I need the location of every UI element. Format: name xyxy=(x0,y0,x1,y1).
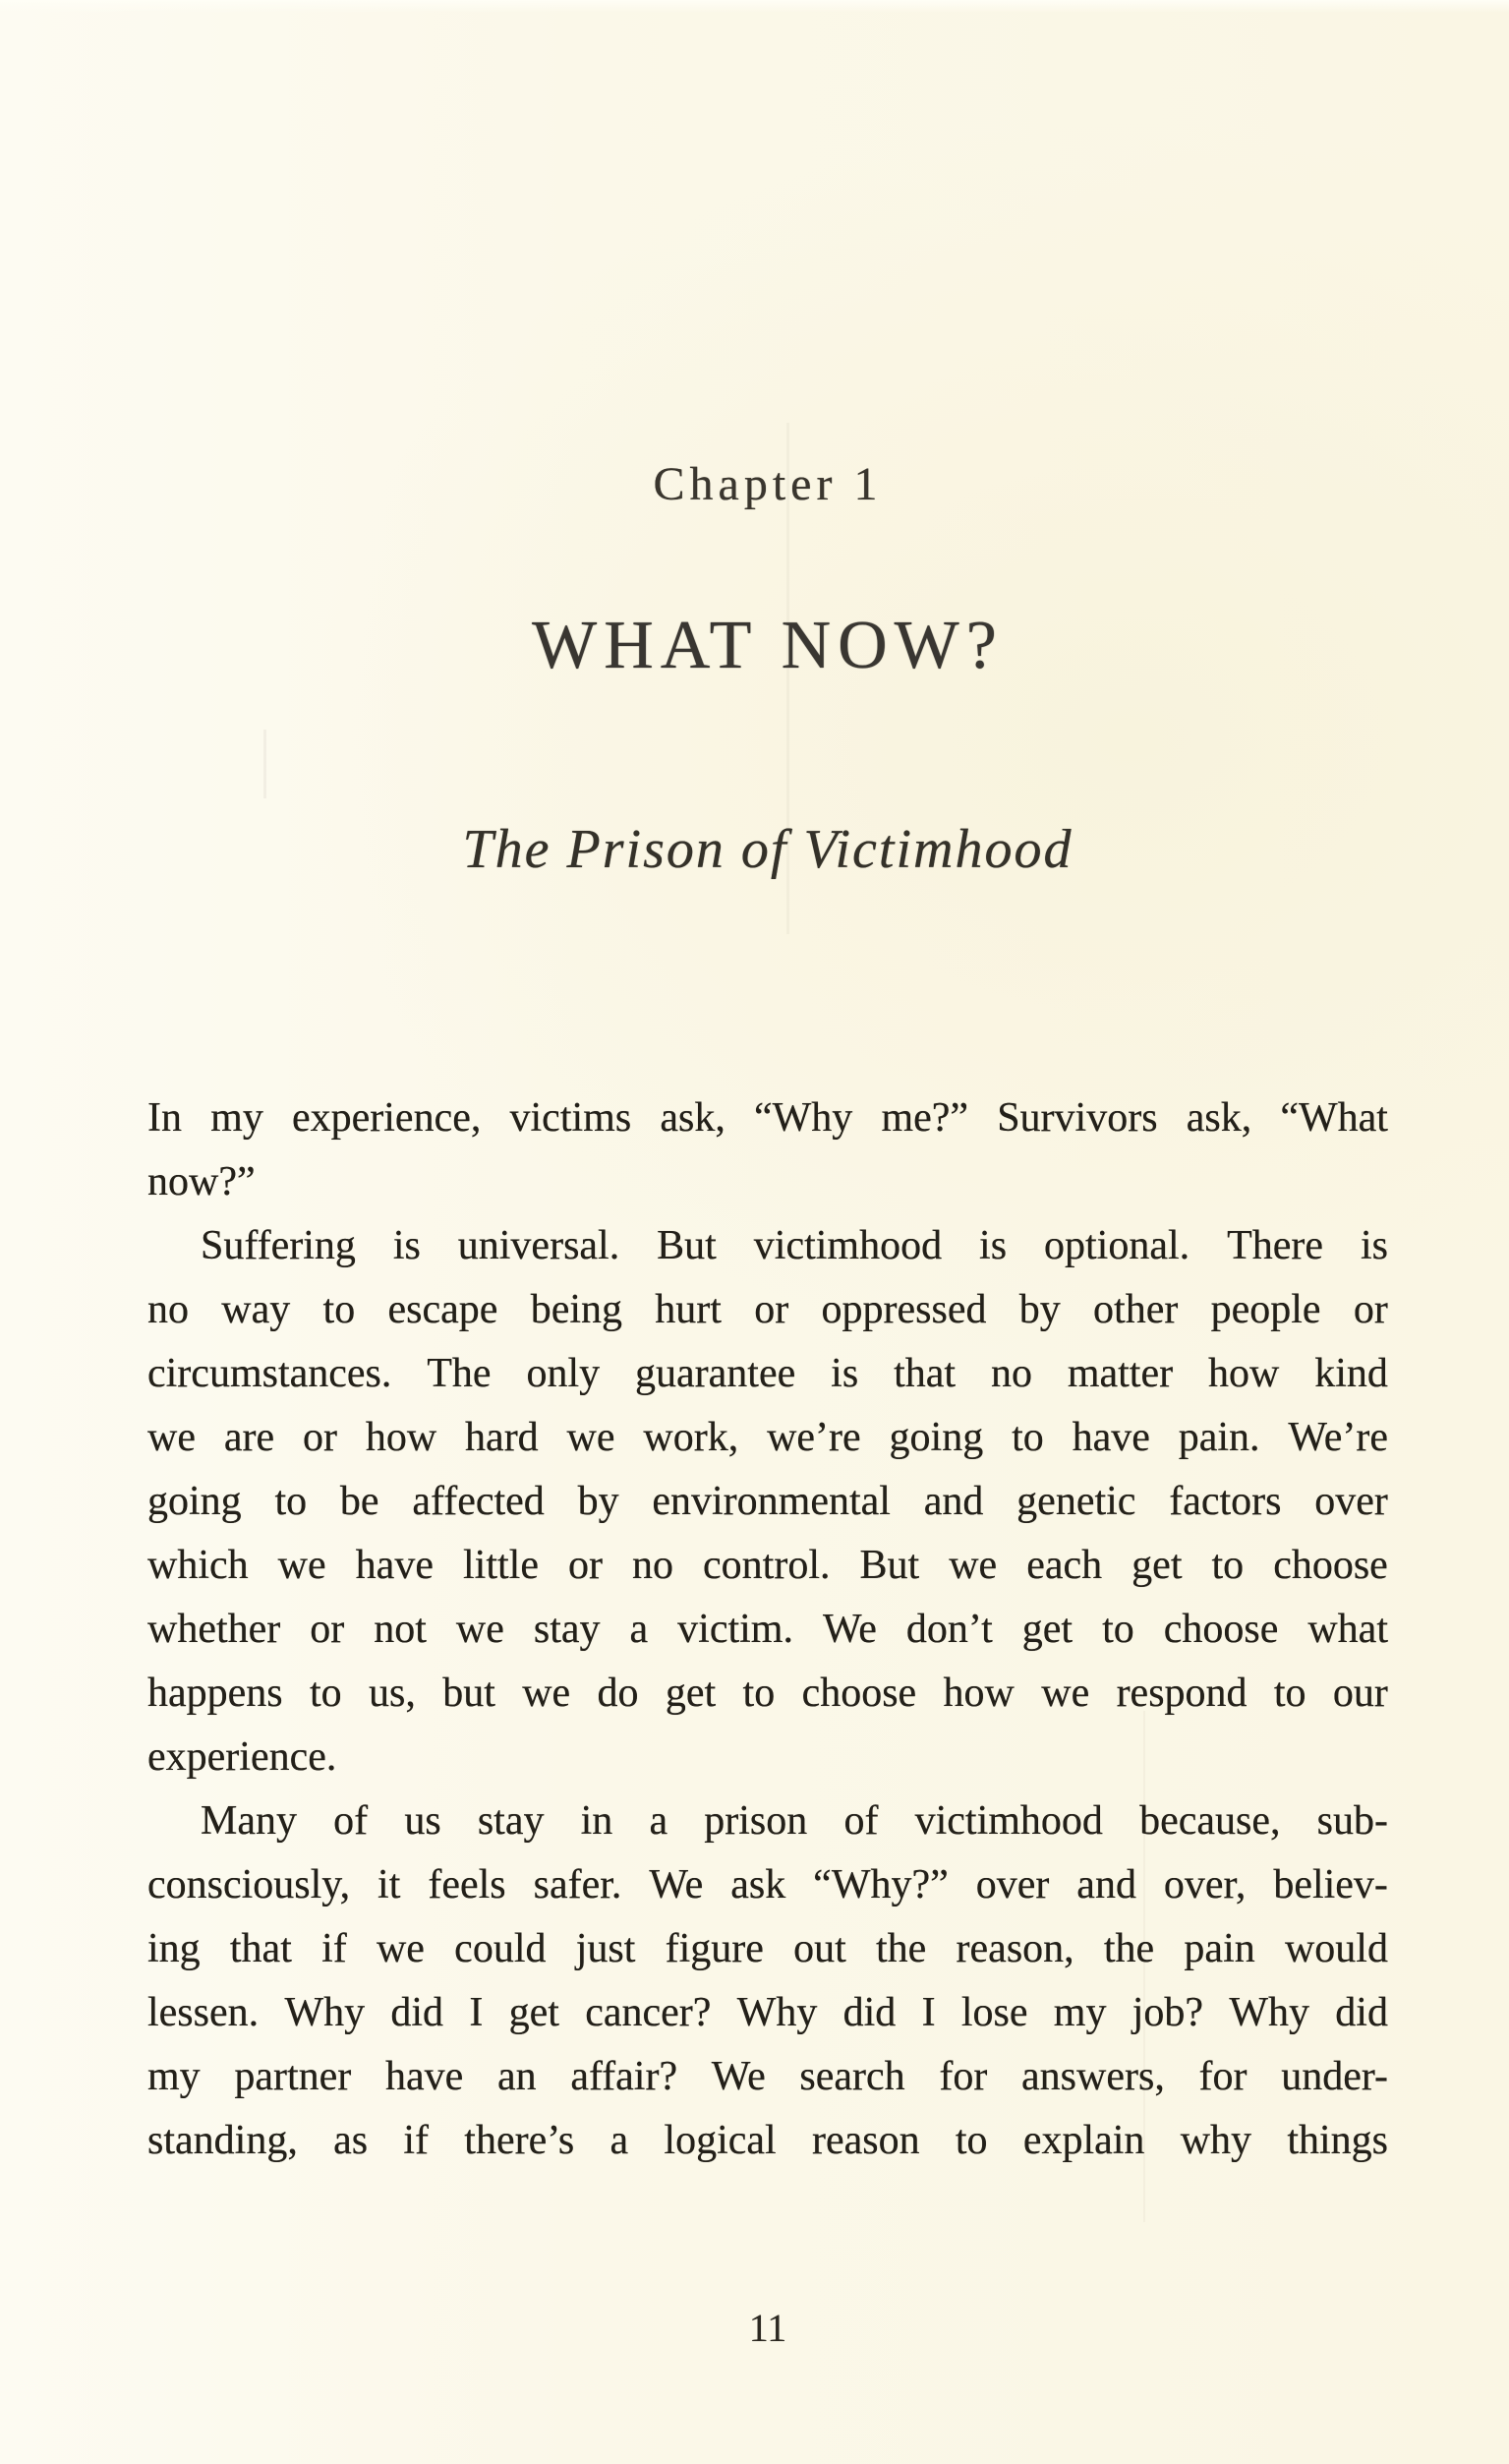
text-line xyxy=(147,1662,1388,1726)
word: by xyxy=(1018,1287,1061,1332)
word: by xyxy=(577,1479,619,1524)
text-line xyxy=(147,1086,1388,1150)
word: “Why?” xyxy=(813,1862,949,1907)
word: consciously, xyxy=(147,1862,351,1907)
text-line xyxy=(147,1470,1388,1534)
word: or xyxy=(568,1543,603,1588)
word: believ- xyxy=(1273,1862,1388,1907)
word: we xyxy=(522,1671,571,1716)
text-line: now?” xyxy=(147,1159,256,1204)
word: that xyxy=(894,1351,957,1396)
word: if xyxy=(403,2118,430,2163)
scan-artifact xyxy=(263,730,266,798)
word: over, xyxy=(1163,1862,1247,1907)
word: work, xyxy=(643,1415,739,1460)
word: my xyxy=(1053,1990,1107,2035)
word: stay xyxy=(533,1607,601,1652)
word: get xyxy=(508,1990,559,2035)
word: experience, xyxy=(291,1095,482,1141)
chapter-label: Chapter 1 xyxy=(653,458,883,510)
word: ing xyxy=(147,1926,201,1971)
word: or xyxy=(754,1287,789,1332)
word: sub- xyxy=(1316,1798,1388,1844)
word: or xyxy=(302,1415,337,1460)
word: to xyxy=(309,1671,342,1716)
word: get xyxy=(1021,1607,1074,1652)
word: But xyxy=(657,1223,717,1268)
word: feels xyxy=(428,1862,506,1907)
word: Many xyxy=(201,1798,297,1844)
word: circumstances. xyxy=(147,1351,392,1396)
word: to xyxy=(1273,1671,1306,1716)
word: for xyxy=(939,2054,988,2099)
text-line xyxy=(147,2045,1388,2109)
word: stay xyxy=(477,1798,545,1844)
word: universal. xyxy=(457,1223,620,1268)
word: happens xyxy=(147,1671,283,1716)
word: it xyxy=(377,1862,401,1907)
word: guarantee xyxy=(635,1351,796,1396)
word: The xyxy=(427,1351,492,1396)
word: our xyxy=(1332,1671,1388,1716)
word: pain. xyxy=(1178,1415,1260,1460)
word: We xyxy=(711,2054,766,2099)
word: little xyxy=(462,1543,539,1588)
word: escape xyxy=(387,1287,498,1332)
word: out xyxy=(793,1926,846,1971)
word: did xyxy=(390,1990,444,2035)
word: over xyxy=(975,1862,1050,1907)
word: we xyxy=(1041,1671,1090,1716)
word: victimhood xyxy=(753,1223,943,1268)
word: Suffering xyxy=(201,1223,356,1268)
word: control. xyxy=(703,1543,831,1588)
word: the xyxy=(1103,1926,1155,1971)
word: to xyxy=(1102,1607,1134,1652)
page-title: WHAT NOW? xyxy=(532,608,1004,683)
word: affected xyxy=(412,1479,545,1524)
word: of xyxy=(843,1798,879,1844)
page-number: 11 xyxy=(748,2306,787,2350)
word: as xyxy=(333,2118,369,2163)
word: factors xyxy=(1169,1479,1282,1524)
word: people xyxy=(1210,1287,1321,1332)
word: do xyxy=(597,1671,639,1716)
word: there’s xyxy=(464,2118,575,2163)
word: Why xyxy=(736,1990,818,2035)
word: standing, xyxy=(147,2118,298,2163)
word: did xyxy=(1335,1990,1388,2035)
word: We xyxy=(822,1607,877,1652)
word: or xyxy=(310,1607,345,1652)
word: be xyxy=(339,1479,379,1524)
word: In xyxy=(147,1095,182,1141)
word: of xyxy=(333,1798,369,1844)
word: we xyxy=(376,1926,425,1971)
word: search xyxy=(799,2054,905,2099)
word: safer. xyxy=(533,1862,622,1907)
word: how xyxy=(943,1671,1015,1716)
word: I xyxy=(469,1990,484,2035)
word: We xyxy=(649,1862,704,1907)
text-line xyxy=(147,1406,1388,1470)
word: other xyxy=(1093,1287,1179,1332)
word: is xyxy=(392,1223,421,1268)
word: and xyxy=(923,1479,984,1524)
word: But xyxy=(859,1543,920,1588)
word: what xyxy=(1307,1607,1388,1652)
word: optional. xyxy=(1044,1223,1190,1268)
word: We’re xyxy=(1288,1415,1388,1460)
word: under- xyxy=(1281,2054,1388,2099)
word: no xyxy=(632,1543,674,1588)
word: figure xyxy=(665,1926,764,1971)
word: is xyxy=(831,1351,859,1396)
word: way xyxy=(221,1287,291,1332)
word: partner xyxy=(234,2054,352,2099)
word: kind xyxy=(1314,1351,1388,1396)
page-subtitle: The Prison of Victimhood xyxy=(462,819,1074,880)
word: genetic xyxy=(1016,1479,1136,1524)
text-line xyxy=(147,1278,1388,1342)
word: us, xyxy=(369,1671,416,1716)
word: logical xyxy=(664,2118,777,2163)
word: we xyxy=(455,1607,504,1652)
scan-edge-top xyxy=(0,0,1509,13)
word: my xyxy=(210,1095,263,1141)
word: There xyxy=(1227,1223,1324,1268)
word: not xyxy=(374,1607,427,1652)
word: how xyxy=(1208,1351,1280,1396)
word: hurt xyxy=(655,1287,722,1332)
text-line xyxy=(147,1342,1388,1406)
word: pain xyxy=(1184,1926,1255,1971)
text-line xyxy=(147,2109,1388,2173)
text-line: experience. xyxy=(147,1734,337,1780)
word: lessen. xyxy=(147,1990,260,2035)
word: a xyxy=(609,2118,629,2163)
word: for xyxy=(1198,2054,1248,2099)
word: ask, xyxy=(1186,1095,1252,1141)
word: did xyxy=(842,1990,897,2035)
word: which xyxy=(147,1543,249,1588)
word: environmental xyxy=(652,1479,891,1524)
word: Survivors xyxy=(997,1095,1158,1141)
word: the xyxy=(876,1926,927,1971)
word: in xyxy=(580,1798,613,1844)
word: why xyxy=(1180,2118,1252,2163)
word: “What xyxy=(1280,1095,1388,1141)
word: my xyxy=(147,2054,201,2099)
word: job? xyxy=(1132,1990,1204,2035)
word: if xyxy=(321,1926,347,1971)
word: prison xyxy=(704,1798,808,1844)
word: just xyxy=(575,1926,636,1971)
word: and xyxy=(1076,1862,1136,1907)
word: have xyxy=(384,2054,464,2099)
word: explain xyxy=(1022,2118,1145,2163)
word: don’t xyxy=(905,1607,993,1652)
word: we xyxy=(147,1415,196,1460)
word: matter xyxy=(1067,1351,1174,1396)
word: ask xyxy=(730,1862,786,1907)
word: whether xyxy=(147,1607,281,1652)
word: Why xyxy=(284,1990,366,2035)
word: affair? xyxy=(570,2054,678,2099)
word: would xyxy=(1284,1926,1388,1971)
word: get xyxy=(665,1671,717,1716)
word: to xyxy=(955,2118,988,2163)
word: going xyxy=(147,1479,242,1524)
word: going xyxy=(889,1415,984,1460)
word: only xyxy=(526,1351,601,1396)
word: me?” xyxy=(881,1095,969,1141)
word: respond xyxy=(1116,1671,1248,1716)
word: we xyxy=(566,1415,615,1460)
word: choose xyxy=(1273,1543,1388,1588)
word: could xyxy=(454,1926,547,1971)
word: that xyxy=(229,1926,292,1971)
word: are xyxy=(223,1415,275,1460)
word: I xyxy=(921,1990,936,2035)
text-line xyxy=(147,1981,1388,2045)
word: to xyxy=(322,1287,356,1332)
text-line xyxy=(147,1917,1388,1981)
word: how xyxy=(365,1415,437,1460)
word: have xyxy=(355,1543,434,1588)
text-line xyxy=(147,1789,1388,1853)
word: but xyxy=(442,1671,495,1716)
word: each xyxy=(1026,1543,1103,1588)
text-line xyxy=(147,1598,1388,1662)
word: ask, xyxy=(660,1095,725,1141)
word: “Why xyxy=(754,1095,853,1141)
word: to xyxy=(742,1671,776,1716)
word: is xyxy=(1360,1223,1388,1268)
word: we xyxy=(949,1543,998,1588)
word: a xyxy=(629,1607,649,1652)
word: to xyxy=(1211,1543,1245,1588)
word: lose xyxy=(960,1990,1028,2035)
text-line xyxy=(147,1214,1388,1278)
word: to xyxy=(1012,1415,1044,1460)
word: because, xyxy=(1139,1798,1281,1844)
word: choose xyxy=(1163,1607,1279,1652)
word: reason xyxy=(811,2118,920,2163)
word: no xyxy=(990,1351,1032,1396)
word: over xyxy=(1314,1479,1388,1524)
text-line xyxy=(147,1853,1388,1917)
word: is xyxy=(979,1223,1008,1268)
word: Why xyxy=(1229,1990,1309,2035)
word: being xyxy=(530,1287,623,1332)
word: victims xyxy=(509,1095,632,1141)
word: us xyxy=(404,1798,441,1844)
word: answers, xyxy=(1021,2054,1165,2099)
word: an xyxy=(496,2054,537,2099)
word: hard xyxy=(465,1415,539,1460)
word: a xyxy=(649,1798,668,1844)
word: we’re xyxy=(767,1415,861,1460)
word: things xyxy=(1287,2118,1388,2163)
word: victim. xyxy=(677,1607,793,1652)
text-line xyxy=(147,1534,1388,1598)
word: have xyxy=(1072,1415,1150,1460)
word: reason, xyxy=(956,1926,1074,1971)
word: cancer? xyxy=(585,1990,712,2035)
word: to xyxy=(274,1479,308,1524)
word: get xyxy=(1132,1543,1183,1588)
body-text xyxy=(147,1086,1388,2173)
word: oppressed xyxy=(821,1287,987,1332)
word: victimhood xyxy=(914,1798,1103,1844)
word: no xyxy=(147,1287,189,1332)
word: choose xyxy=(801,1671,917,1716)
word: or xyxy=(1353,1287,1388,1332)
word: we xyxy=(277,1543,326,1588)
